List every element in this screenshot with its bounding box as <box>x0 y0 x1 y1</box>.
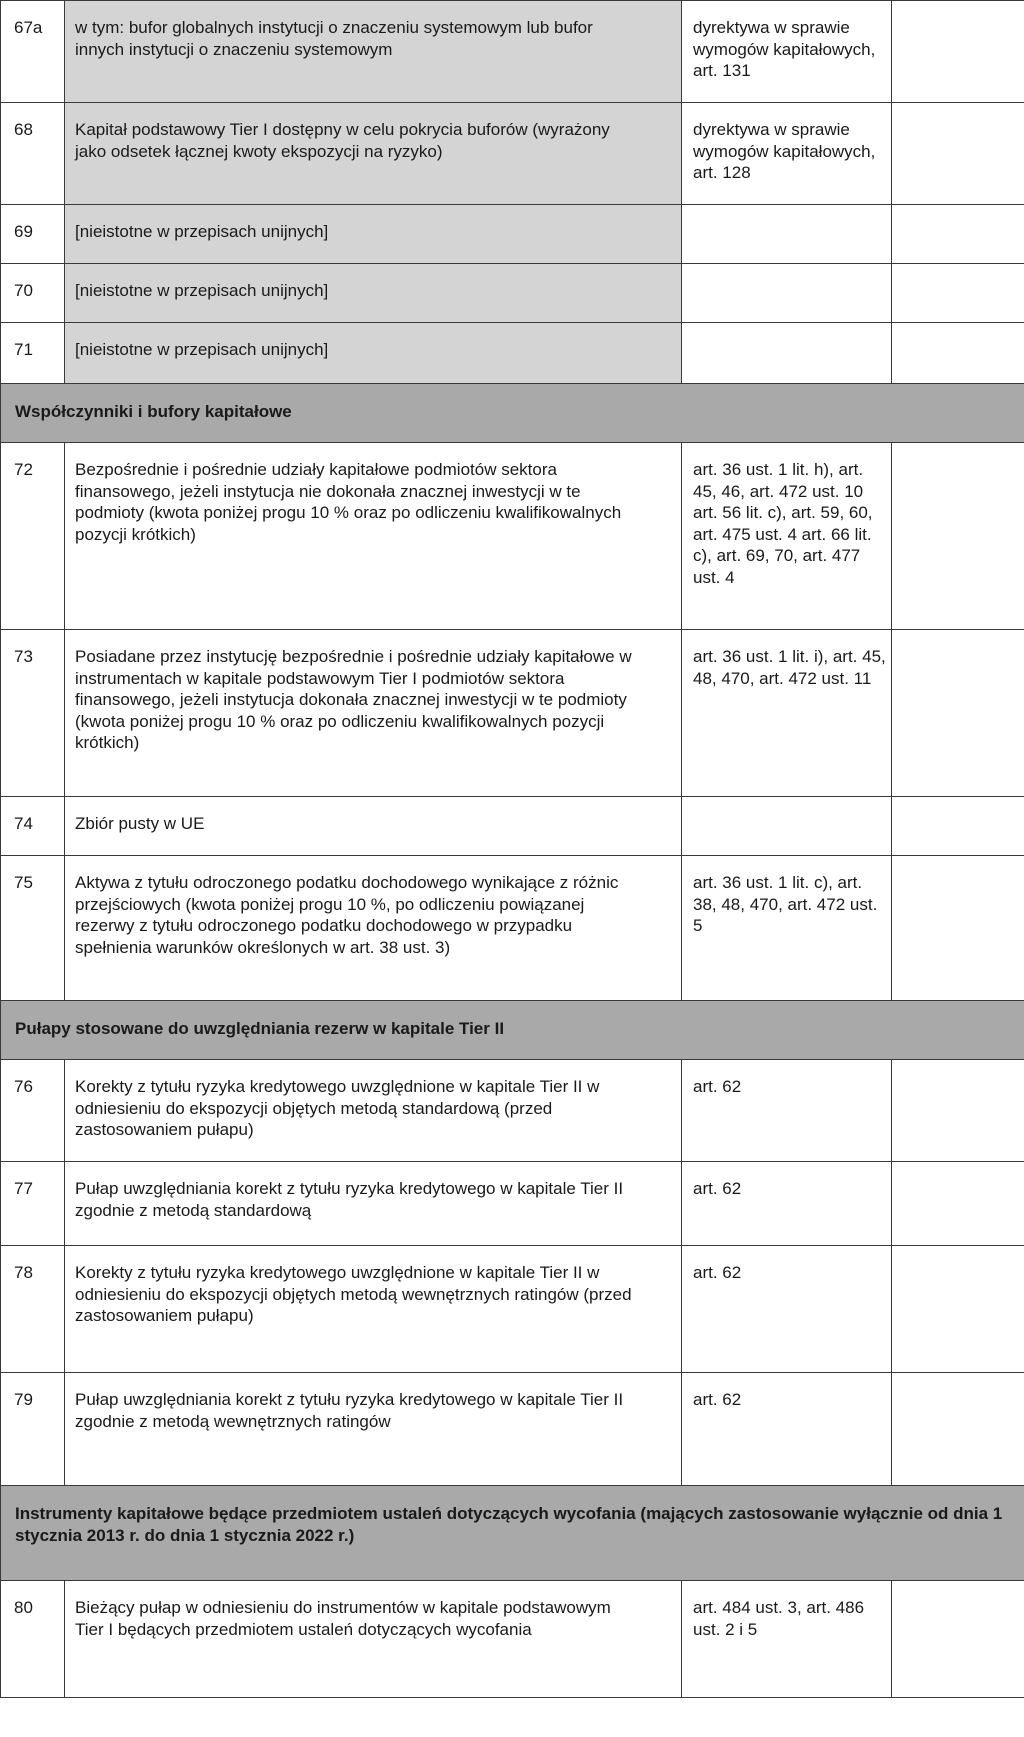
row-empty-cell <box>892 323 1024 384</box>
row-reference <box>682 323 892 384</box>
row-empty-cell <box>892 630 1024 797</box>
row-description: Aktywa z tytułu odroczonego podatku dochodowego wynikające z różnic przejściowych (kwota poniżej progu 10 %, po odliczeniu powiązanej rezerwy z tytułu odroczonego podatku dochodowego w przypadku spełnienia warunków określonych w art. 38 ust. 3) <box>65 856 682 1001</box>
row-description: [nieistotne w przepisach unijnych] <box>65 323 682 384</box>
row-empty-cell <box>892 443 1024 630</box>
section-heading: Pułapy stosowane do uwzględniania rezerw w kapitale Tier II <box>1 1001 1024 1060</box>
table-row <box>1 205 1024 264</box>
row-description: Zbiór pusty w UE <box>65 797 682 856</box>
table-row <box>1 323 1024 384</box>
row-reference: art. 62 <box>682 1162 892 1246</box>
table-row <box>1 1246 1024 1373</box>
row-reference: dyrektywa w sprawie wymogów kapitałowych, art. 128 <box>682 103 892 205</box>
row-number: 70 <box>1 264 65 323</box>
row-description: Kapitał podstawowy Tier I dostępny w celu pokrycia buforów (wyrażony jako odsetek łącznej kwoty ekspozycji na ryzyko) <box>65 103 682 205</box>
table-row <box>1 264 1024 323</box>
row-number: 80 <box>1 1581 65 1698</box>
row-description: Bieżący pułap w odniesieniu do instrumentów w kapitale podstawowym Tier I będących przedmiotem ustaleń dotyczących wycofania <box>65 1581 682 1698</box>
row-number: 68 <box>1 103 65 205</box>
table-row <box>1 1060 1024 1162</box>
table-row <box>1 103 1024 205</box>
row-number: 79 <box>1 1373 65 1486</box>
row-description: Bezpośrednie i pośrednie udziały kapitałowe podmiotów sektora finansowego, jeżeli instytucja nie dokonała znacznej inwestycji w te podmioty (kwota poniżej progu 10 % oraz po odliczeniu kwalifikowalnych pozycji krótkich) <box>65 443 682 630</box>
row-reference: art. 36 ust. 1 lit. c), art. 38, 48, 470, art. 472 ust. 5 <box>682 856 892 1001</box>
row-description: [nieistotne w przepisach unijnych] <box>65 205 682 264</box>
table-row <box>1 1373 1024 1486</box>
row-empty-cell <box>892 797 1024 856</box>
table-row <box>1 630 1024 797</box>
row-description: [nieistotne w przepisach unijnych] <box>65 264 682 323</box>
row-reference: art. 62 <box>682 1060 892 1162</box>
row-number: 77 <box>1 1162 65 1246</box>
row-empty-cell <box>892 856 1024 1001</box>
row-number: 71 <box>1 323 65 384</box>
row-description: Korekty z tytułu ryzyka kredytowego uwzględnione w kapitale Tier II w odniesieniu do ekspozycji objętych metodą standardową (przed zastosowaniem pułapu) <box>65 1060 682 1162</box>
table-row <box>1 856 1024 1001</box>
table-row <box>1 1581 1024 1698</box>
row-reference: art. 36 ust. 1 lit. h), art. 45, 46, art. 472 ust. 10 art. 56 lit. c), art. 59, 60, art. 475 ust. 4 art. 66 lit. c), art. 69, 70, art. 477 ust. 4 <box>682 443 892 630</box>
row-empty-cell <box>892 1 1024 103</box>
section-header-row <box>1 1486 1024 1581</box>
row-reference: art. 484 ust. 3, art. 486 ust. 2 i 5 <box>682 1581 892 1698</box>
row-reference: art. 36 ust. 1 lit. i), art. 45, 48, 470, art. 472 ust. 11 <box>682 630 892 797</box>
row-empty-cell <box>892 1060 1024 1162</box>
row-number: 73 <box>1 630 65 797</box>
row-description: Pułap uwzględniania korekt z tytułu ryzyka kredytowego w kapitale Tier II zgodnie z metodą standardową <box>65 1162 682 1246</box>
row-empty-cell <box>892 1373 1024 1486</box>
row-number: 74 <box>1 797 65 856</box>
row-empty-cell <box>892 1162 1024 1246</box>
table-row <box>1 797 1024 856</box>
row-reference <box>682 264 892 323</box>
row-description: Pułap uwzględniania korekt z tytułu ryzyka kredytowego w kapitale Tier II zgodnie z metodą wewnętrznych ratingów <box>65 1373 682 1486</box>
table-row <box>1 443 1024 630</box>
section-header-row <box>1 384 1024 443</box>
table-row <box>1 1 1024 103</box>
row-reference <box>682 797 892 856</box>
row-description: Korekty z tytułu ryzyka kredytowego uwzględnione w kapitale Tier II w odniesieniu do ekspozycji objętych metodą wewnętrznych ratingów (przed zastosowaniem pułapu) <box>65 1246 682 1373</box>
section-header-row <box>1 1001 1024 1060</box>
row-number: 69 <box>1 205 65 264</box>
row-description: w tym: bufor globalnych instytucji o znaczeniu systemowym lub bufor innych instytucji o znaczeniu systemowym <box>65 1 682 103</box>
row-empty-cell <box>892 1581 1024 1698</box>
row-description: Posiadane przez instytucję bezpośrednie i pośrednie udziały kapitałowe w instrumentach w kapitale podstawowym Tier I podmiotów sektora finansowego, jeżeli instytucja dokonała znacznej inwestycji w te podmioty (kwota poniżej progu 10 % oraz po odliczeniu kwalifikowalnych pozycji krótkich) <box>65 630 682 797</box>
row-empty-cell <box>892 103 1024 205</box>
row-number: 72 <box>1 443 65 630</box>
row-reference: dyrektywa w sprawie wymogów kapitałowych, art. 131 <box>682 1 892 103</box>
row-empty-cell <box>892 1246 1024 1373</box>
row-empty-cell <box>892 264 1024 323</box>
row-reference: art. 62 <box>682 1246 892 1373</box>
row-reference: art. 62 <box>682 1373 892 1486</box>
row-reference <box>682 205 892 264</box>
section-heading: Instrumenty kapitałowe będące przedmiotem ustaleń dotyczących wycofania (mających zastosowanie wyłącznie od dnia 1 stycznia 2013 r. do dnia 1 stycznia 2022 r.) <box>1 1486 1024 1581</box>
table-row <box>1 1162 1024 1246</box>
row-number: 67a <box>1 1 65 103</box>
row-number: 75 <box>1 856 65 1001</box>
row-empty-cell <box>892 205 1024 264</box>
section-heading: Współczynniki i bufory kapitałowe <box>1 384 1024 443</box>
row-number: 76 <box>1 1060 65 1162</box>
row-number: 78 <box>1 1246 65 1373</box>
